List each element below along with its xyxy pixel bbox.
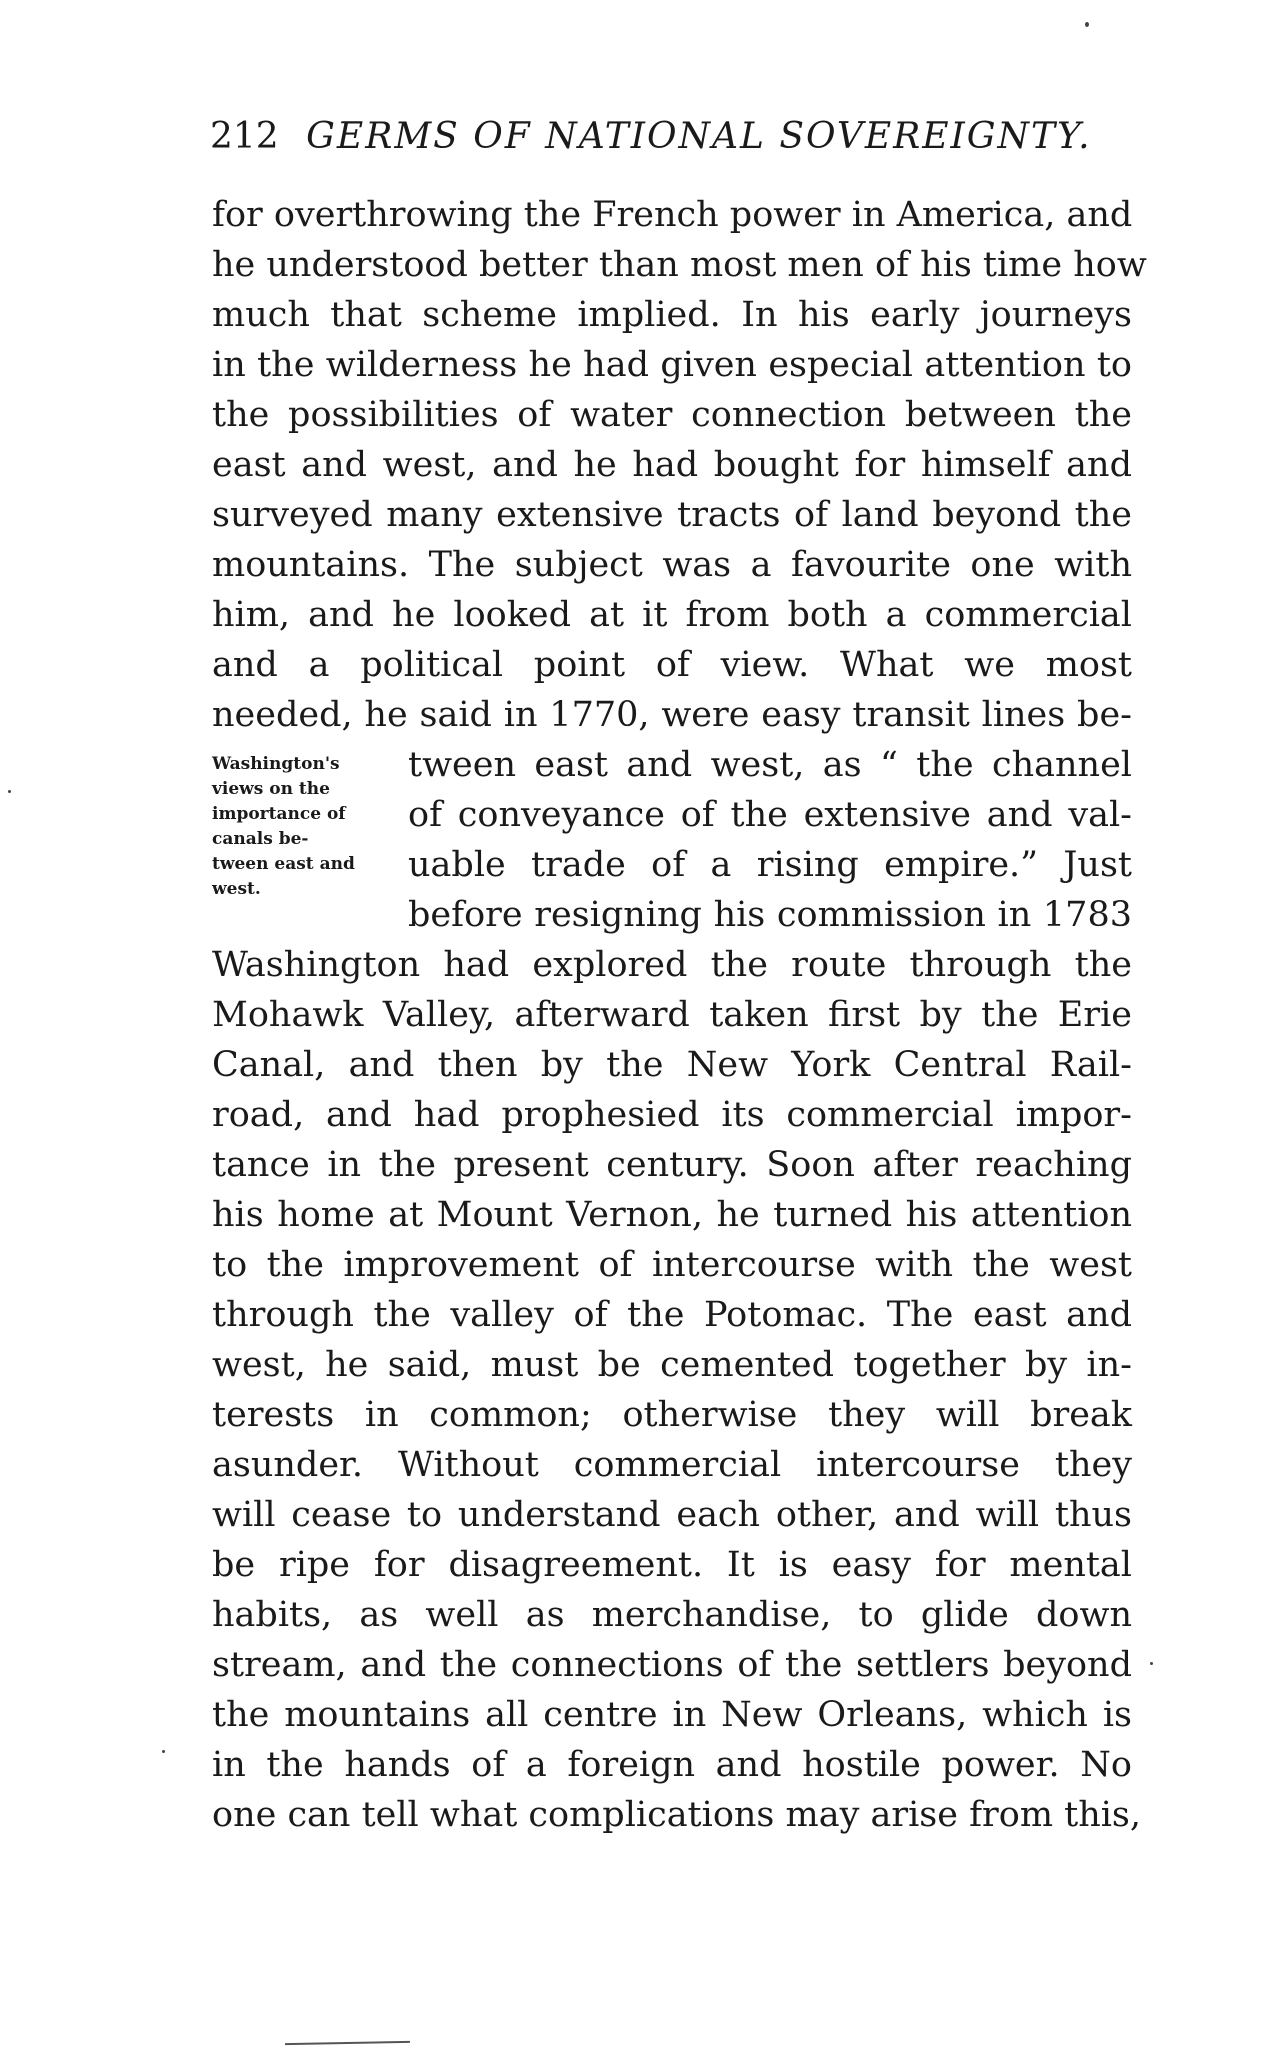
text-line: Washington had explored the route through the [212, 945, 1132, 985]
text-line: the possibilities of water connection between the [212, 395, 1132, 435]
print-speck [1150, 1662, 1153, 1665]
text-line: his home at Mount Vernon, he turned his attention [212, 1195, 1132, 1235]
margin-note [212, 752, 392, 902]
text-line: needed, he said in 1770, were easy transit lines be- [212, 695, 1132, 735]
text-line: tween east and west, as “ the channel [408, 745, 1132, 785]
page-number: 212 [210, 116, 279, 157]
text-line: for overthrowing the French power in America, and [212, 195, 1133, 235]
text-line: east and west, and he had bought for himself and [212, 445, 1132, 485]
print-speck [162, 1750, 165, 1753]
text-line: and a political point of view. What we most [212, 645, 1132, 685]
margin-note-line: views on the [212, 779, 330, 799]
text-line: he understood better than most men of his time how [212, 245, 1147, 285]
text-line: west, he said, must be cemented together by in- [212, 1345, 1132, 1385]
text-line: tance in the present century. Soon after reaching [212, 1145, 1132, 1185]
running-title: GERMS OF NATIONAL SOVEREIGNTY. [306, 116, 1092, 157]
text-line: through the valley of the Potomac. The east and [212, 1295, 1132, 1335]
text-line: stream, and the connections of the settlers beyond [212, 1645, 1132, 1685]
margin-note-line: west. [212, 879, 261, 899]
text-line: surveyed many extensive tracts of land beyond the [212, 495, 1132, 535]
margin-note-line: Washington's [212, 754, 340, 774]
margin-note-line: importance of [212, 804, 346, 824]
text-line: terests in common; otherwise they will break [212, 1395, 1132, 1435]
text-line: uable trade of a rising empire.” Just [408, 845, 1132, 885]
text-line: mountains. The subject was a favourite one with [212, 545, 1132, 585]
print-scratch [285, 2041, 410, 2045]
text-line: to the improvement of intercourse with the west [212, 1245, 1132, 1285]
text-line: road, and had prophesied its commercial impor- [212, 1095, 1132, 1135]
text-line: be ripe for disagreement. It is easy for mental [212, 1545, 1132, 1585]
margin-note-line: canals be- [212, 829, 309, 849]
print-speck [8, 790, 11, 793]
text-line: him, and he looked at it from both a commercial [212, 595, 1132, 635]
running-header [210, 112, 1130, 162]
text-line: the mountains all centre in New Orleans, which is [212, 1695, 1132, 1735]
text-line: habits, as well as merchandise, to glide down [212, 1595, 1132, 1635]
print-speck [1085, 22, 1089, 27]
text-line: Mohawk Valley, afterward taken first by the Erie [212, 995, 1132, 1035]
text-line: will cease to understand each other, and will thus [212, 1495, 1132, 1535]
text-line: Canal, and then by the New York Central Rail- [212, 1045, 1132, 1085]
text-line: asunder. Without commercial intercourse they [212, 1445, 1132, 1485]
text-line: in the wilderness he had given especial attention to [212, 345, 1132, 385]
text-line: much that scheme implied. In his early journeys [212, 295, 1132, 335]
margin-note-line: tween east and [212, 854, 355, 874]
text-line: in the hands of a foreign and hostile power. No [212, 1745, 1132, 1785]
text-line: before resigning his commission in 1783 [408, 895, 1132, 935]
text-line: of conveyance of the extensive and val- [408, 795, 1132, 835]
text-line: one can tell what complications may arise from this, [212, 1795, 1142, 1835]
